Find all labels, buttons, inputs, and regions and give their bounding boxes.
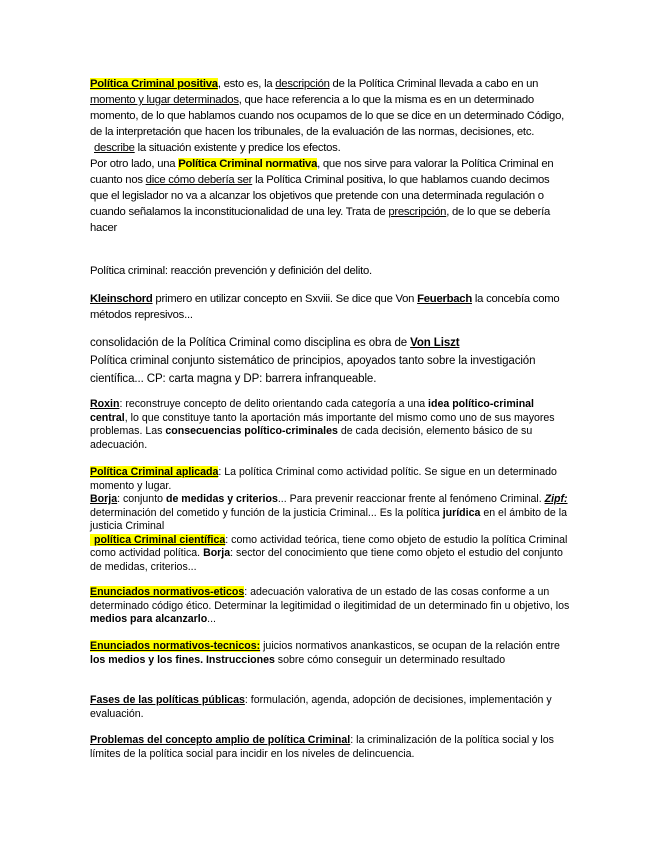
- term-fases: Fases de las políticas públicas: [90, 694, 245, 706]
- term-momento-lugar: momento y lugar determinados: [90, 94, 239, 106]
- term-roxin: Roxin: [90, 398, 120, 410]
- term-feuerbach: Feuerbach: [417, 293, 472, 305]
- paragraph-positiva: Política Criminal positiva, esto es, la descripción de la Política Criminal llevada a cabo en un momento y lugar determinados, que hace referencia a lo que la misma es en un determinado momento, de lo que hablamos cuando nos ocupamos de lo que se dice en un determinado Código, de la interpretación que hacen los tribunales, de la evaluación de las normas, decisiones, etc. describe la situación existente y predice los efectos. Por otro lado, una Política Criminal normativa, que nos sirve para valorar la Política Criminal en cuanto nos dice cómo debería ser la Política Criminal positiva, lo que hablamos cuando decimos que el legislador no va a alcanzar los objetivos que pretende con una determinada regulación o cuando señalamos la inconstitucionalidad de una ley. Trata de prescripción, de lo que se debería hacer: [90, 78, 565, 234]
- term-von-liszt: Von Liszt: [410, 337, 460, 349]
- paragraph-problemas: Problemas del concepto amplio de política Criminal: la criminalización de la política social y los límites de la política social para incidir en los niveles de delincuencia.: [90, 734, 554, 760]
- paragraph-roxin: Roxin: reconstruye concepto de delito orientando cada categoría a una idea político-criminal central, lo que constituye tanto la aportación más importante del mismo como uno de sus mayores problemas. Las consecuencias político-criminales de cada decisión, elemento básico de su adecuación.: [90, 398, 555, 451]
- paragraph-kleinschord: Kleinschord primero en utilizar concepto en Sxviii. Se dice que Von Feuerbach la concebía como métodos represivos...: [90, 293, 560, 321]
- term-zipf: Zipf:: [544, 493, 568, 505]
- term-describe: describe: [94, 142, 135, 154]
- term-kleinschord: Kleinschord: [90, 293, 153, 305]
- paragraph-normativos-tecnicos: Enunciados normativos-tecnicos: juicios normativos anankasticos, se ocupan de la relación entre los medios y los fines. Instrucciones sobre cómo conseguir un determinado resultado: [90, 640, 560, 666]
- term-borja: Borja: [90, 493, 118, 505]
- term-descripcion: descripción: [275, 78, 330, 90]
- term-politica-normativa: Política Criminal normativa: [178, 158, 318, 170]
- term-problemas: Problemas del concepto amplio de política Criminal: [90, 734, 351, 746]
- term-prescripcion: prescripción: [388, 206, 447, 218]
- paragraph-definicion: Política criminal: reacción prevención y definición del delito.: [90, 265, 372, 277]
- term-dice-como: dice cómo debería ser: [145, 174, 253, 186]
- term-normativos-eticos: Enunciados normativos-eticos: [90, 586, 245, 598]
- term-politica-positiva: Política Criminal positiva: [90, 78, 218, 90]
- term-normativos-tecnicos: Enunciados normativos-tecnicos:: [90, 640, 261, 652]
- term-politica-cientifica: política Criminal científica: [90, 534, 225, 546]
- paragraph-von-liszt: consolidación de la Política Criminal como disciplina es obra de Von Liszt Política criminal conjunto sistemático de principios, apoyados tanto sobre la investigación científica... CP: carta magna y DP: barrera infranqueable.: [90, 337, 536, 385]
- paragraph-aplicada: Política Criminal aplicada: La política Criminal como actividad polític. Se sigue en un determinado momento y lugar. Borja: conjunto de medidas y criterios... Para prevenir reaccionar frente al fenómeno Criminal. Zipf: determinación del cometido y función de la justicia Criminal... Es la política jurídica en el ámbito de la justicia Criminal política Criminal científica: como actividad teórica, tiene como objeto de estudio la política Criminal como actividad política. Borja: sector del conocimiento que tiene como objeto el estudio del conjunto de medidas, criterios...: [90, 466, 568, 573]
- paragraph-fases: Fases de las políticas públicas: formulación, agenda, adopción de decisiones, implementación y evaluación.: [90, 694, 552, 720]
- term-politica-aplicada: Política Criminal aplicada: [90, 466, 219, 478]
- paragraph-normativos-eticos: Enunciados normativos-eticos: adecuación valorativa de un estado de las cosas conforme a un determinado código ético. Determinar la legitimidad o ilegitimidad de un determinado fin u objetivo, los medios para alcanzarlo...: [90, 586, 570, 625]
